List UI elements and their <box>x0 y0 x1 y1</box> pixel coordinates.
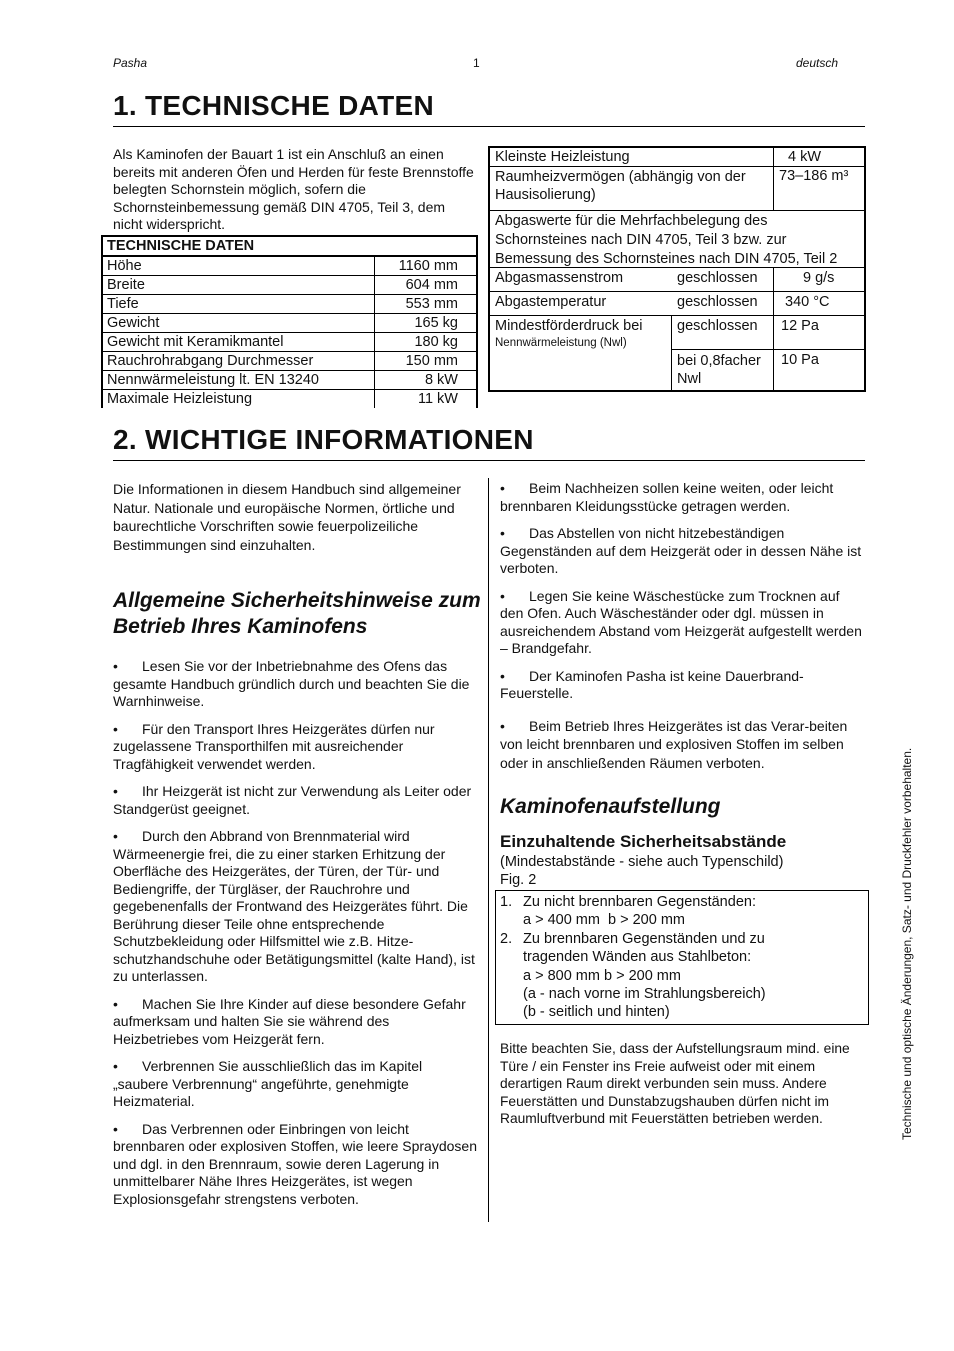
list-item: • Machen Sie Ihre Kinder auf diese besondere Gefahr aufmerksam und halten Sie sie während des Heizbetriebes vom Heizgerät fern. <box>113 995 466 1047</box>
bullet-icon: • <box>500 587 505 604</box>
bullet-icon: • <box>500 480 505 496</box>
list-item: • Durch den Abbrand von Brennmaterial wird Wärmeenergie frei, die zu einer starken Erhitzung der Oberfläche des Heizgerätes, der Türen, der Tür- und Bediengriffe, der Türgläser, der Rauchrohre und gegebenenfalls der Frontwand des Heizgerätes führt. Die Berührung dieser Teile ohne entsprechende Schutzbekleidung oder Hilfsmittel wie z.B. Hitze-schutzhandschuhe oder Betätigungsmittel (kalte Hand), ist zu unterlassen. <box>113 828 475 984</box>
row-value: 4 kW <box>788 149 822 165</box>
bullet-icon: • <box>113 828 118 844</box>
bullet-icon: • <box>113 1120 118 1137</box>
bullet-icon: • <box>113 658 118 674</box>
section2-rule <box>113 460 865 461</box>
list-item: • Beim Nachheizen sollen keine weiten, oder leicht brennbaren Kleidungsstücke getragen werden. <box>500 480 834 514</box>
list-item: • Das Abstellen von nicht hitzebeständigen Gegenständen auf dem Heizgerät oder in dessen Nähe ist verboten. <box>500 525 862 576</box>
row-label: Höhe <box>102 256 375 276</box>
section2-intro: Die Informationen in diesem Handbuch sind allgemeiner Natur. Nationale und europäische Normen, örtliche und baurechtliche Vorschriften sowie feuerpolizeiliche Bestimmungen sind einzuhalten. <box>113 481 461 553</box>
row-label: Rauchrohrabgang Durchmesser <box>102 352 375 371</box>
row-value: 553 mm <box>375 295 477 314</box>
list-item: • Für den Transport Ihres Heizgerätes dürfen nur zugelassene Transporthilfen mit ausreichender Tragfähigkeit verwendet werden. <box>113 720 435 772</box>
row-label: Abgastemperatur <box>495 294 607 310</box>
bullet-icon: • <box>500 525 505 541</box>
table-row <box>102 371 477 390</box>
column-divider <box>488 478 489 1222</box>
row-label: Tiefe <box>102 295 375 314</box>
distance-heading: Einzuhaltende Sicherheitsabstände <box>500 832 787 851</box>
row-condition: geschlossen <box>677 270 758 286</box>
bullet-icon: • <box>500 717 505 734</box>
row-label: Breite <box>102 276 375 295</box>
list-item: • Der Kaminofen Pasha ist keine Dauerbrand-Feuerstelle. <box>500 667 804 701</box>
distances-box: 1. Zu nicht brennbaren Gegenständen: a > 400 mm b > 200 mm 2. Zu brennbaren Gegenständen und zu tragenden Wänden aus Stahlbeton: a > 800 mm b > 200 mm (a - nach vorne im Strahlungsbereich) (b - seitlich und hinten) <box>495 890 869 1025</box>
right-bullet-list <box>500 480 865 772</box>
row-value: 73–186 m³ <box>779 168 849 184</box>
row-condition: geschlossen <box>677 294 758 310</box>
row-value: 9 g/s <box>803 270 835 286</box>
tech-data-table <box>101 235 478 408</box>
list-item: • Ihr Heizgerät ist nicht zur Verwendung als Leiter oder Standgerüst geeignet. <box>113 783 472 817</box>
row-label: Nennwärmeleistung lt. EN 13240 <box>102 371 375 390</box>
list-item: • Das Verbrennen oder Einbringen von leicht brennbaren oder explosiven Stoffen, wie leere Spraydosen und dgl. in den Brennraum, sowie deren Lagerung in unmittelbarer Nähe Ihres Heizgerätes, ist wegen Explosionsgefahr strengstens verboten. <box>113 1120 477 1207</box>
bullet-icon: • <box>500 667 505 684</box>
setup-heading: Kaminofenaufstellung <box>500 795 721 818</box>
row-value: 604 mm <box>375 276 477 295</box>
list-item: • Beim Betrieb Ihres Heizgerätes ist das Verar-beiten von leicht brennbaren und explosiven Stoffen im selben oder in anschließenden Räumen verboten. <box>500 717 848 771</box>
figure-ref: Fig. 2 <box>500 872 537 888</box>
bullet-icon: • <box>113 720 118 737</box>
row-value: 150 mm <box>375 352 477 371</box>
section1-rule <box>113 126 865 127</box>
table-row <box>102 276 477 295</box>
row-value: 11 kW <box>375 390 477 409</box>
bullet-icon: • <box>113 783 118 799</box>
row-sublabel: Nennwärmeleistung (Nwl) <box>495 337 627 349</box>
section2-title: 2. WICHTIGE INFORMATIONEN <box>113 424 534 455</box>
flue-note: Abgaswerte für die Mehrfachbelegung des Schornsteines nach DIN 4705, Teil 3 bzw. zur Bemessung des Schornsteines nach DIN 4705, Teil 2 <box>495 213 838 267</box>
table-row <box>102 256 477 276</box>
row-condition: geschlossen <box>677 318 758 334</box>
flue-data-table <box>488 146 866 392</box>
row-value: 180 kg <box>375 333 477 352</box>
list-item: • Lesen Sie vor der Inbetriebnahme des Ofens das gesamte Handbuch gründlich durch und beachten Sie die Warnhinweise. <box>113 658 470 709</box>
section1-title: 1. TECHNISCHE DATEN <box>113 90 434 121</box>
bullet-icon: • <box>113 1058 118 1074</box>
table-row <box>102 314 477 333</box>
header-product: Pasha <box>113 56 148 70</box>
left-bullet-list <box>113 658 478 1208</box>
row-value: 12 Pa <box>781 318 819 334</box>
row-label: Gewicht mit Keramikmantel <box>102 333 375 352</box>
table-row <box>102 333 477 352</box>
row-value: 165 kg <box>375 314 477 333</box>
row-label: Kleinste Heizleistung <box>495 149 630 165</box>
section1-intro: Als Kaminofen der Bauart 1 ist ein Anschluß an einen bereits mit anderen Öfen und Herden für feste Brennstoffe belegten Schornstein möglich, sofern die Schornsteinbemessung gemäß DIN 4705, Teil 3, dem nicht widerspricht. <box>113 146 474 232</box>
row-label: Abgasmassenstrom <box>495 270 624 286</box>
distance-note: (Mindestabstände - siehe auch Typenschild) <box>500 854 784 870</box>
row-label: Mindestförderdruck bei <box>495 318 643 334</box>
tech-table-title: TECHNISCHE DATEN <box>102 236 477 256</box>
closing-paragraph: Bitte beachten Sie, dass der Aufstellungsraum mind. eine Türe / ein Fenster ins Freie aufweist oder mit einem derartigen Raum direkt verbunden sein muss. Andere Feuerstätten und Dunstabzugshauben dürfen nicht im Raumluftverbund mit Feuerstätten betrieben werden. <box>500 1041 850 1126</box>
table-row <box>102 352 477 371</box>
list-item: • Legen Sie keine Wäschestücke zum Trocknen auf den Ofen. Auch Wäscheständer oder dgl. müssen in ausreichendem Abstand vom Heizgerät aufgestellt werden – Brandgefahr. <box>500 587 862 656</box>
list-item: • Verbrennen Sie ausschließlich das im Kapitel „saubere Verbrennung“ angeführte, genehmigte Heizmaterial. <box>113 1058 423 1109</box>
row-label: Maximale Heizleistung <box>107 391 253 407</box>
table-row <box>102 390 477 409</box>
row-condition: bei 0,8facher Nwl <box>677 353 761 387</box>
table-row <box>102 295 477 314</box>
page-number: 1 <box>473 56 480 70</box>
row-value: 8 kW <box>375 371 477 390</box>
row-value: 340 °C <box>785 294 830 310</box>
safety-subheading: Allgemeine Sicherheitshinweise zum Betrieb Ihres Kaminofens <box>113 589 481 638</box>
row-value: 1160 mm <box>375 256 477 276</box>
header-language: deutsch <box>796 56 839 70</box>
row-label: Gewicht <box>102 314 375 333</box>
side-disclaimer: Technische und optische Änderungen, Satz- und Druckfehler vorbehalten. <box>900 747 914 1140</box>
bullet-icon: • <box>113 995 118 1012</box>
row-value: 10 Pa <box>781 352 819 368</box>
row-label: Raumheizvermögen (abhängig von der Hausisolierung) <box>495 169 746 203</box>
